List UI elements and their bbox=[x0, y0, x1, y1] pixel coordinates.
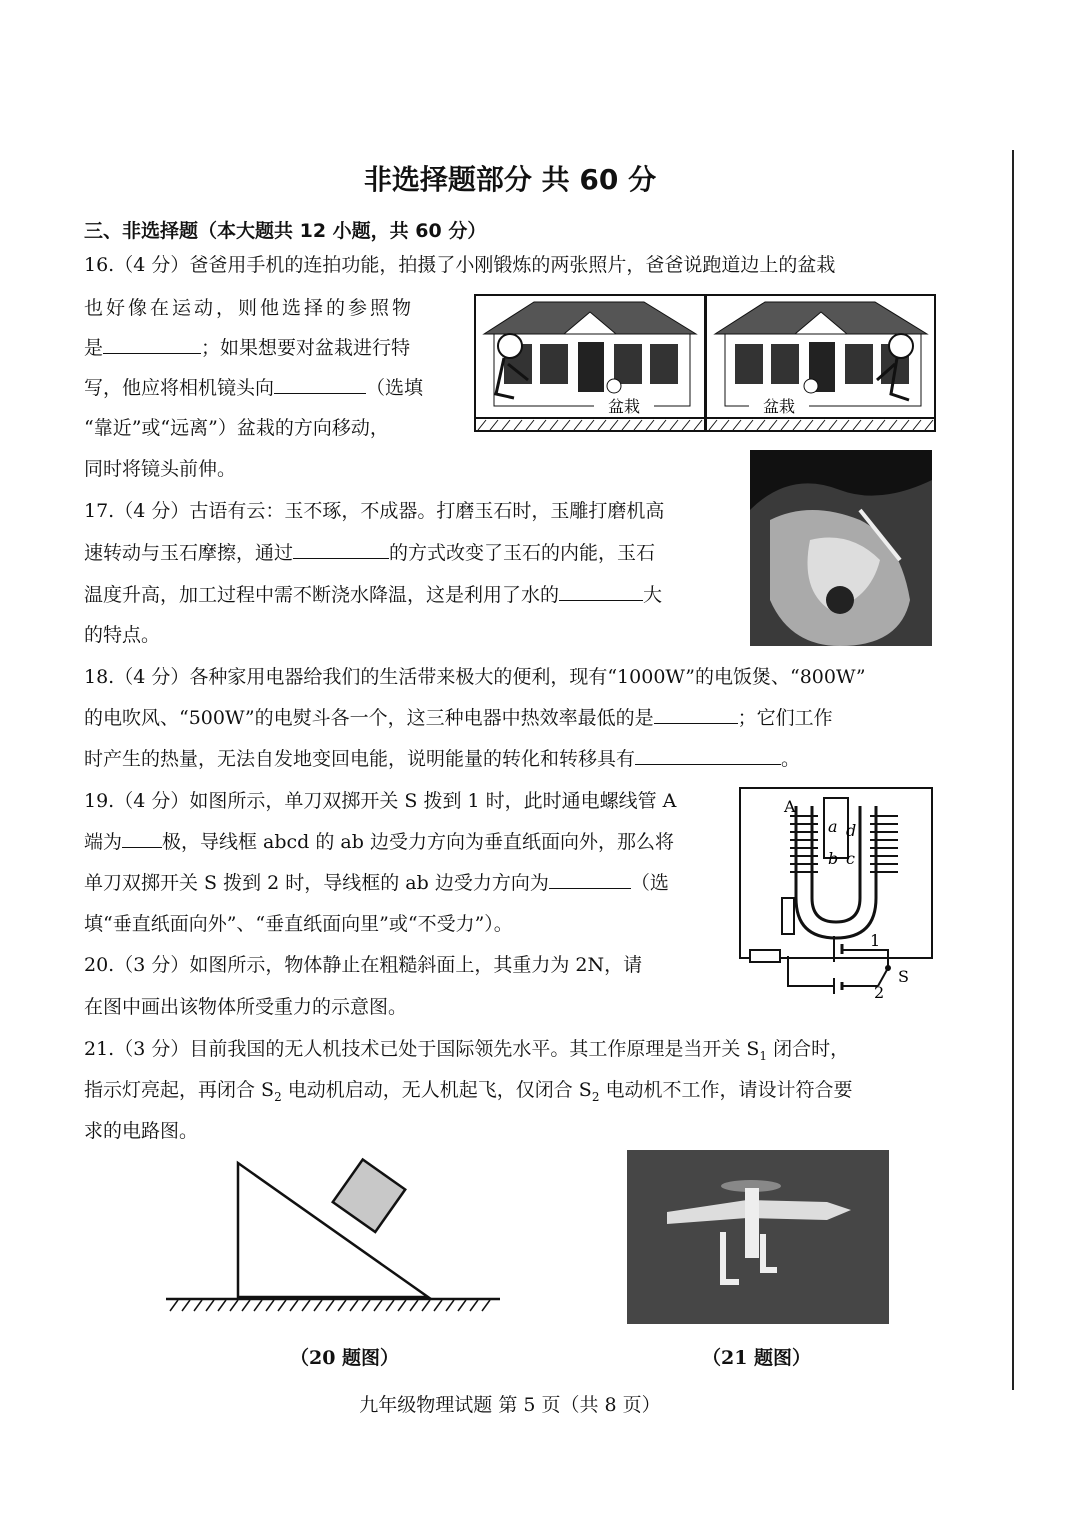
q20-line-2: 在图中画出该物体所受重力的示意图。 bbox=[84, 996, 408, 1018]
answer-blank[interactable] bbox=[122, 829, 162, 848]
answer-blank[interactable] bbox=[559, 582, 643, 601]
q19-line-4: 填“垂直纸面向外”、“垂直纸面向里”或“不受力”）。 bbox=[84, 913, 513, 935]
q16-figure bbox=[474, 294, 936, 434]
answer-blank[interactable] bbox=[293, 540, 389, 559]
q21-line-3: 求的电路图。 bbox=[84, 1120, 199, 1142]
answer-blank[interactable] bbox=[635, 746, 781, 765]
q16-line-1: 16.（4 分）爸爸用手机的连拍功能，拍摄了小刚锻炼的两张照片，爸爸说跑道边上的盆栽 bbox=[84, 254, 836, 276]
label-2: 2 bbox=[874, 983, 885, 1002]
q17-line-3: 温度升高，加工过程中需不断浇水降温，这是利用了水的 大 bbox=[84, 584, 663, 606]
q16-line-5: “靠近”或“远离”）盆栽的方向移动， bbox=[84, 417, 389, 439]
section-heading: 三、非选择题（本大题共 12 小题，共 60 分） bbox=[84, 220, 487, 242]
q21-line-1: 21.（3 分）目前我国的无人机技术已处于国际领先水平。其工作原理是当开关 $S_1$ 闭合时， bbox=[84, 1038, 850, 1063]
q17-line-2: 速转动与玉石摩擦，通过 的方式改变了玉石的内能，玉石 bbox=[84, 542, 656, 564]
label-A: A bbox=[784, 797, 796, 816]
jade-carving-photo bbox=[750, 450, 932, 646]
solenoid-circuit-figure bbox=[738, 786, 934, 1002]
q16-line-6: 同时将镜头前伸。 bbox=[84, 458, 237, 480]
page-footer: 九年级物理试题 第 5 页（共 8 页） bbox=[359, 1394, 661, 1416]
q17-line-1: 17.（4 分）古语有云：玉不琢，不成器。打磨玉石时，玉雕打磨机高 bbox=[84, 500, 665, 522]
answer-blank[interactable] bbox=[103, 335, 201, 354]
fig21-caption: （21 题图） bbox=[702, 1347, 812, 1369]
label-1: 1 bbox=[870, 931, 881, 950]
q18-line-3: 时产生的热量，无法自发地变回电能，说明能量的转化和转移具有 。 bbox=[84, 748, 801, 770]
label-b: b bbox=[828, 849, 839, 868]
photo-frame-left bbox=[475, 295, 705, 431]
photo-frame-right bbox=[706, 295, 935, 431]
q18-line-2: 的电吹风、“500W”的电熨斗各一个，这三种电器中热效率最低的是 ；它们工作 bbox=[84, 707, 833, 729]
q18-line-1: 18.（4 分）各种家用电器给我们的生活带来极大的便利，现有“1000W”的电饭煲、“800W” bbox=[84, 666, 866, 688]
incline-figure bbox=[160, 1155, 505, 1315]
q17-line-4: 的特点。 bbox=[84, 624, 161, 646]
answer-blank[interactable] bbox=[549, 870, 631, 889]
drone-photo bbox=[627, 1150, 889, 1324]
q21-line-2: 指示灯亮起，再闭合 $S_2$ 电动机启动，无人机起飞，仅闭合 $S_2$ 电动机不工作，请设计符合要 bbox=[84, 1079, 853, 1104]
right-margin-line bbox=[1012, 150, 1014, 1390]
page-title: 非选择题部分 共 60 分 bbox=[363, 163, 657, 196]
answer-blank[interactable] bbox=[274, 375, 366, 394]
q19-line-3: 单刀双掷开关 S 拨到 2 时，导线框的 ab 边受力方向为 （选 bbox=[84, 872, 669, 894]
fig20-caption: （20 题图） bbox=[290, 1347, 400, 1369]
label-c: c bbox=[846, 849, 855, 868]
label-S: S bbox=[898, 967, 909, 986]
block bbox=[333, 1160, 405, 1232]
q16-line-2: 也好像在运动，则他选择的参照物 bbox=[84, 297, 415, 319]
answer-blank[interactable] bbox=[654, 705, 738, 724]
q19-line-2: 端为 极，导线框 abcd 的 ab 边受力方向为垂直纸面向外，那么将 bbox=[84, 831, 674, 853]
q20-line-1: 20.（3 分）如图所示，物体静止在粗糙斜面上，其重力为 2N，请 bbox=[84, 954, 643, 976]
pot-label: 盆栽 bbox=[762, 397, 796, 416]
q16-line-3: 是 ；如果想要对盆栽进行特 bbox=[84, 337, 411, 359]
q16-line-4: 写，他应将相机镜头向 （选填 bbox=[84, 377, 424, 399]
label-d: d bbox=[846, 821, 857, 840]
pot-label: 盆栽 bbox=[607, 397, 641, 416]
q19-line-1: 19.（4 分）如图所示，单刀双掷开关 S 拨到 1 时，此时通电螺线管 A bbox=[84, 790, 677, 812]
label-a: a bbox=[828, 817, 838, 836]
